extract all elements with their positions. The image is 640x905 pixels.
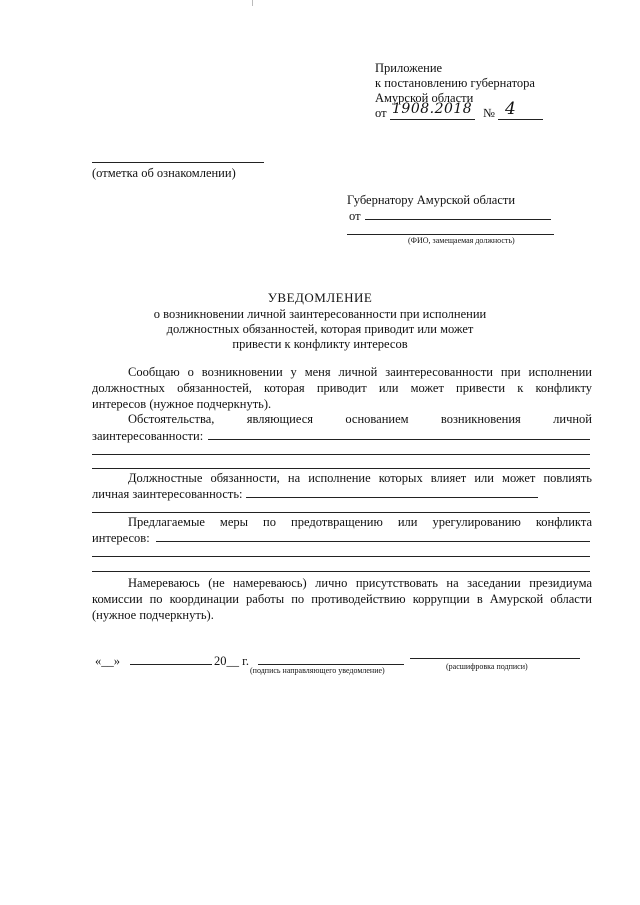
title-line-3: привести к конфликту интересов <box>232 337 408 351</box>
title-line-2: должностных обязанностей, которая приводит или может <box>166 322 474 336</box>
measures-field-line-2[interactable] <box>92 556 590 557</box>
addressee-caption: (ФИО, замещаемая должность) <box>408 236 515 245</box>
appendix-number: 4 <box>505 99 517 119</box>
acknowledgement-caption: (отметка об ознакомлении) <box>92 166 236 180</box>
circumstances-field-line-1[interactable] <box>208 439 590 440</box>
document-title: УВЕДОМЛЕНИЕ <box>267 290 373 305</box>
circumstances-field-line-3[interactable] <box>92 468 590 469</box>
number-underline <box>498 119 543 120</box>
addressee-position-line <box>347 234 554 235</box>
signature-month-line[interactable] <box>130 664 212 665</box>
measures-field-line-1[interactable] <box>156 541 590 542</box>
appendix-date: 1908.2018 <box>392 101 473 117</box>
signature-day: «__» <box>95 654 120 668</box>
decode-caption: (расшифровка подписи) <box>446 662 528 671</box>
para1-line-3: интересов (нужное подчеркнуть). <box>92 397 272 411</box>
duties-field-line-1[interactable] <box>246 497 538 498</box>
para5-line-2: комиссии по координации работы по противодействию коррупции в Амурской области <box>92 592 592 606</box>
appendix-number-label: № <box>483 106 495 120</box>
appendix-line-2: к постановлению губернатора <box>375 76 535 90</box>
date-underline <box>390 119 475 120</box>
signature-sign-line[interactable] <box>258 664 404 665</box>
addressee-to: Губернатору Амурской области <box>347 193 516 207</box>
appendix-line-1: Приложение <box>375 61 443 75</box>
appendix-from-label: от <box>375 106 387 120</box>
para5-line-3: (нужное подчеркнуть). <box>92 608 214 622</box>
para3-line-1: Должностные обязанности, на исполнение которых влияет или может повлиять <box>128 471 592 485</box>
para2-line-2: заинтересованности: <box>92 429 204 443</box>
para2-line-1: Обстоятельства, являющиеся основанием возникновения личной <box>128 412 592 426</box>
title-line-1: о возникновении личной заинтересованности при исполнении <box>153 307 487 321</box>
scan-artifact <box>252 0 253 6</box>
para1-line-1: Сообщаю о возникновении у меня личной заинтересованности при исполнении <box>128 365 592 379</box>
circumstances-field-line-2[interactable] <box>92 454 590 455</box>
addressee-from-label: от <box>349 209 361 223</box>
acknowledgement-line <box>92 162 264 163</box>
appendix-line-3: Амурской области <box>375 91 474 105</box>
measures-field-line-3[interactable] <box>92 571 590 572</box>
signature-year: 20__ г. <box>214 654 249 668</box>
para1-line-2: должностных обязанностей, которая приводит или может привести к конфликту <box>92 381 592 395</box>
addressee-from-line <box>365 219 551 220</box>
signature-decode-line[interactable] <box>410 658 580 659</box>
para3-line-2: личная заинтересованность: <box>92 487 243 501</box>
signature-caption: (подпись направляющего уведомление) <box>250 666 385 675</box>
duties-field-line-2[interactable] <box>92 512 590 513</box>
para4-line-1: Предлагаемые меры по предотвращению или урегулированию конфликта <box>128 515 592 529</box>
para5-line-1: Намереваюсь (не намереваюсь) лично присутствовать на заседании президиума <box>128 576 592 590</box>
para4-line-2: интересов: <box>92 531 150 545</box>
